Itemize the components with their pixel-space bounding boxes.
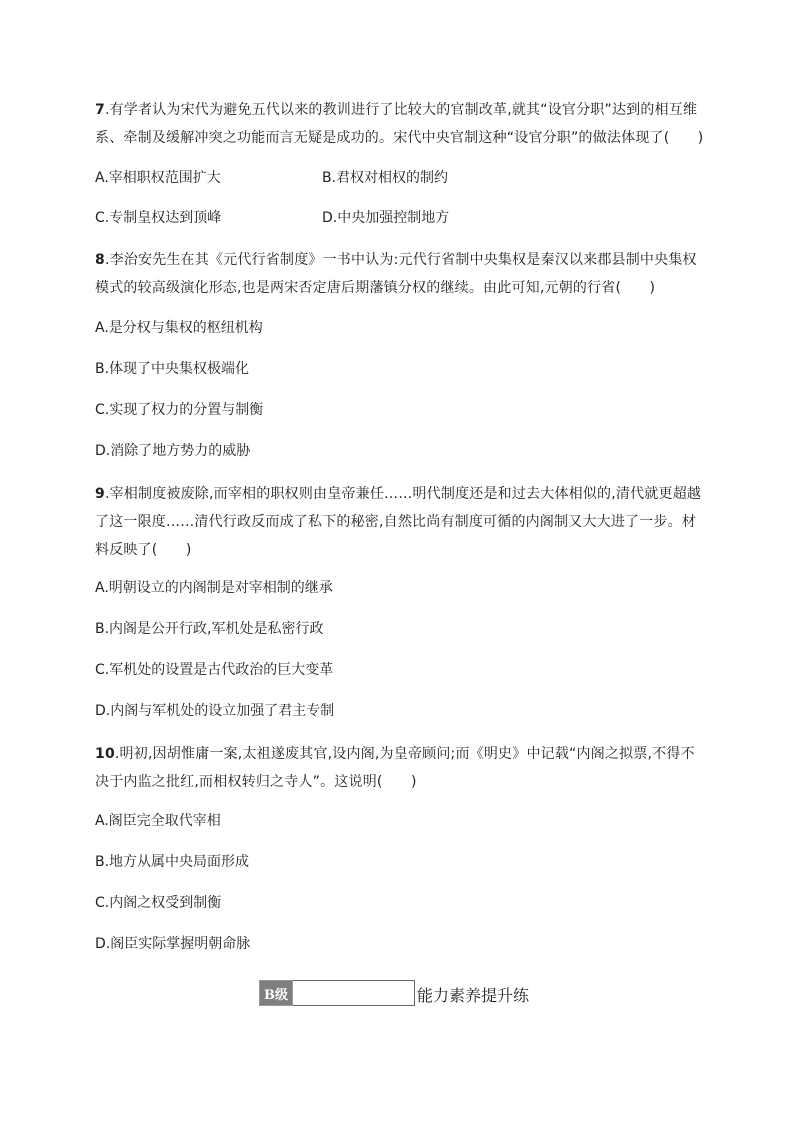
question-8-option-b: B.体现了中央集权极端化 [95, 361, 250, 377]
question-9-stem [95, 480, 705, 564]
question-8-stem [95, 246, 705, 302]
question-7-stem [95, 96, 705, 152]
section-banner [259, 978, 529, 1006]
question-text: .宰相制度被废除,而宰相的职权则由皇帝兼任……明代制度还是和过去大体相似的,清代就更超越了这一限度……清代行政反而成了私下的秘密,自然比尚有制度可循的内阁制又大大进了一步。材料反映了( ) [95, 486, 702, 558]
question-text: .明初,因胡惟庸一案,太祖遂废其官,设内阁,为皇帝顾问;而《明史》中记载“内阁之拟票,不得不决于内监之批红,而相权转归之寺人”。这说明( ) [95, 746, 695, 790]
question-9-option-a: A.明朝设立的内阁制是对宰相制的继承 [95, 580, 333, 596]
question-8-option-a: A.是分权与集权的枢纽机构 [95, 320, 263, 336]
question-10-option-a: A.阁臣完全取代宰相 [95, 813, 221, 829]
question-7-option-a: A.宰相职权范围扩大 [95, 170, 221, 186]
section-title: 能力素养提升练 [417, 986, 530, 1005]
question-10-option-d: D.阁臣实际掌握明朝命脉 [95, 936, 251, 952]
question-number: 8 [95, 252, 105, 268]
banner-blank-box [293, 980, 415, 1006]
question-number: 9 [95, 486, 105, 502]
question-10-stem [95, 740, 705, 796]
question-7-option-c: C.专制皇权达到顶峰 [95, 210, 222, 226]
question-text: .李治安先生在其《元代行省制度》一书中认为:元代行省制中央集权是秦汉以来郡县制中央集权模式的较高级演化形态,也是两宋否定唐后期藩镇分权的继续。由此可知,元朝的行省( ) [95, 252, 697, 296]
level-badge: B级 [259, 980, 293, 1006]
question-9-option-b: B.内阁是公开行政,军机处是私密行政 [95, 621, 324, 637]
question-9-option-c: C.军机处的设置是古代政治的巨大变革 [95, 662, 334, 678]
question-10-option-b: B.地方从属中央局面形成 [95, 854, 250, 870]
question-7-option-d: D.中央加强控制地方 [322, 210, 450, 226]
question-number: 10 [95, 746, 115, 762]
question-8-option-d: D.消除了地方势力的威胁 [95, 443, 251, 459]
question-text: .有学者认为宋代为避免五代以来的教训进行了比较大的官制改革,就其“设官分职”达到的相互维系、牵制及缓解冲突之功能而言无疑是成功的。宋代中央官制这种“设官分职”的做法体现了( ) [95, 102, 704, 146]
question-10-option-c: C.内阁之权受到制衡 [95, 895, 222, 911]
question-number: 7 [95, 102, 105, 118]
question-9-option-d: D.内阁与军机处的设立加强了君主专制 [95, 703, 335, 719]
question-7-option-b: B.君权对相权的制约 [322, 170, 449, 186]
question-8-option-c: C.实现了权力的分置与制衡 [95, 402, 264, 418]
